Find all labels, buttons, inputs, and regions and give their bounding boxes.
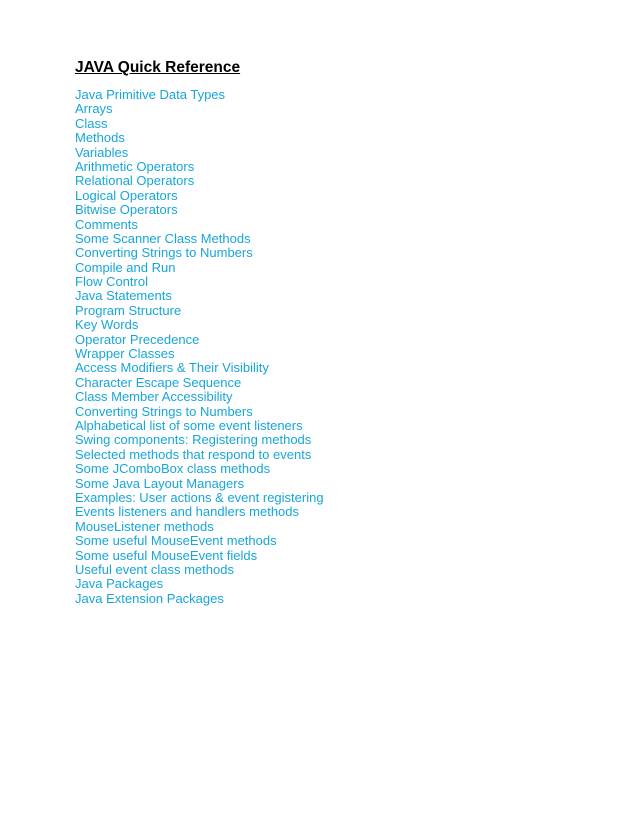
toc-link-flow-control[interactable]: Flow Control [75, 274, 148, 290]
toc-item [75, 491, 575, 505]
toc-item [75, 218, 575, 232]
toc-item [75, 304, 575, 318]
toc-link-relational-operators[interactable]: Relational Operators [75, 173, 195, 189]
toc-item [75, 102, 575, 116]
toc-link-java-extension-packages[interactable]: Java Extension Packages [75, 590, 224, 606]
toc-link-event-class-methods[interactable]: Useful event class methods [75, 561, 234, 577]
toc-link-java-statements[interactable]: Java Statements [75, 288, 172, 304]
page-title: JAVA Quick Reference [75, 59, 241, 76]
toc-item [75, 534, 575, 548]
toc-item [75, 289, 575, 303]
toc-item [75, 131, 575, 145]
toc-item [75, 433, 575, 447]
toc-link-character-escape-sequence[interactable]: Character Escape Sequence [75, 374, 242, 390]
toc-link-operator-precedence[interactable]: Operator Precedence [75, 331, 200, 347]
toc-item [75, 361, 575, 375]
toc-item [75, 160, 575, 174]
toc-link-mouseevent-methods[interactable]: Some useful MouseEvent methods [75, 533, 277, 549]
toc-link-arrays[interactable]: Arrays [75, 101, 113, 117]
toc-link-event-listeners-list[interactable]: Alphabetical list of some event listeners [75, 417, 303, 433]
toc-link-key-words[interactable]: Key Words [75, 317, 139, 333]
toc-link-class-member-accessibility[interactable]: Class Member Accessibility [75, 389, 233, 405]
toc-link-java-primitive-data-types[interactable]: Java Primitive Data Types [75, 87, 226, 102]
toc-link-compile-and-run[interactable]: Compile and Run [75, 259, 176, 275]
toc-item [75, 203, 575, 217]
toc-item [75, 146, 575, 160]
toc-link-scanner-class-methods[interactable]: Some Scanner Class Methods [75, 230, 251, 246]
toc-link-methods-respond-to-events[interactable]: Selected methods that respond to events [75, 446, 312, 462]
toc-item [75, 448, 575, 462]
toc-link-layout-managers[interactable]: Some Java Layout Managers [75, 475, 245, 491]
toc-link-program-structure[interactable]: Program Structure [75, 302, 182, 318]
toc-link-arithmetic-operators[interactable]: Arithmetic Operators [75, 158, 195, 174]
toc-item [75, 189, 575, 203]
toc-item [75, 347, 575, 361]
toc-link-user-actions-event-registering[interactable]: Examples: User actions & event registering [75, 489, 324, 505]
toc-link-listeners-handlers-methods[interactable]: Events listeners and handlers methods [75, 504, 300, 520]
toc-item [75, 275, 575, 289]
toc-item [75, 232, 575, 246]
toc-link-converting-strings-to-numbers[interactable]: Converting Strings to Numbers [75, 245, 253, 261]
toc-link-wrapper-classes[interactable]: Wrapper Classes [75, 346, 175, 362]
toc-link-methods[interactable]: Methods [75, 130, 125, 146]
toc-item [75, 563, 575, 577]
toc-link-variables[interactable]: Variables [75, 144, 129, 160]
toc-item [75, 174, 575, 188]
toc-link-access-modifiers[interactable]: Access Modifiers & Their Visibility [75, 360, 269, 376]
toc-link-jcombobox-methods[interactable]: Some JComboBox class methods [75, 461, 271, 477]
toc-item [75, 577, 575, 591]
toc-item [75, 88, 575, 102]
toc-item [75, 405, 575, 419]
toc-item [75, 477, 575, 491]
toc-link-logical-operators[interactable]: Logical Operators [75, 187, 178, 203]
toc-link-mouselistener-methods[interactable]: MouseListener methods [75, 518, 214, 534]
toc-item [75, 419, 575, 433]
toc-item [75, 390, 575, 404]
toc-link-mouseevent-fields[interactable]: Some useful MouseEvent fields [75, 547, 258, 563]
toc-link-bitwise-operators[interactable]: Bitwise Operators [75, 202, 178, 218]
toc-link-swing-registering-methods[interactable]: Swing components: Registering methods [75, 432, 312, 448]
toc-item [75, 246, 575, 260]
toc-item [75, 462, 575, 476]
toc-item [75, 261, 575, 275]
toc-item [75, 549, 575, 563]
toc-link-java-packages[interactable]: Java Packages [75, 576, 164, 592]
toc-item [75, 333, 575, 347]
toc-link-converting-strings-to-numbers-2[interactable]: Converting Strings to Numbers [75, 403, 253, 419]
table-of-contents [75, 88, 575, 606]
toc-item [75, 592, 575, 606]
toc-item [75, 117, 575, 131]
toc-item [75, 505, 575, 519]
toc-link-comments[interactable]: Comments [75, 216, 138, 232]
toc-item [75, 376, 575, 390]
toc-item [75, 520, 575, 534]
toc-link-class[interactable]: Class [75, 115, 108, 131]
document-page [75, 58, 575, 606]
toc-item [75, 318, 575, 332]
